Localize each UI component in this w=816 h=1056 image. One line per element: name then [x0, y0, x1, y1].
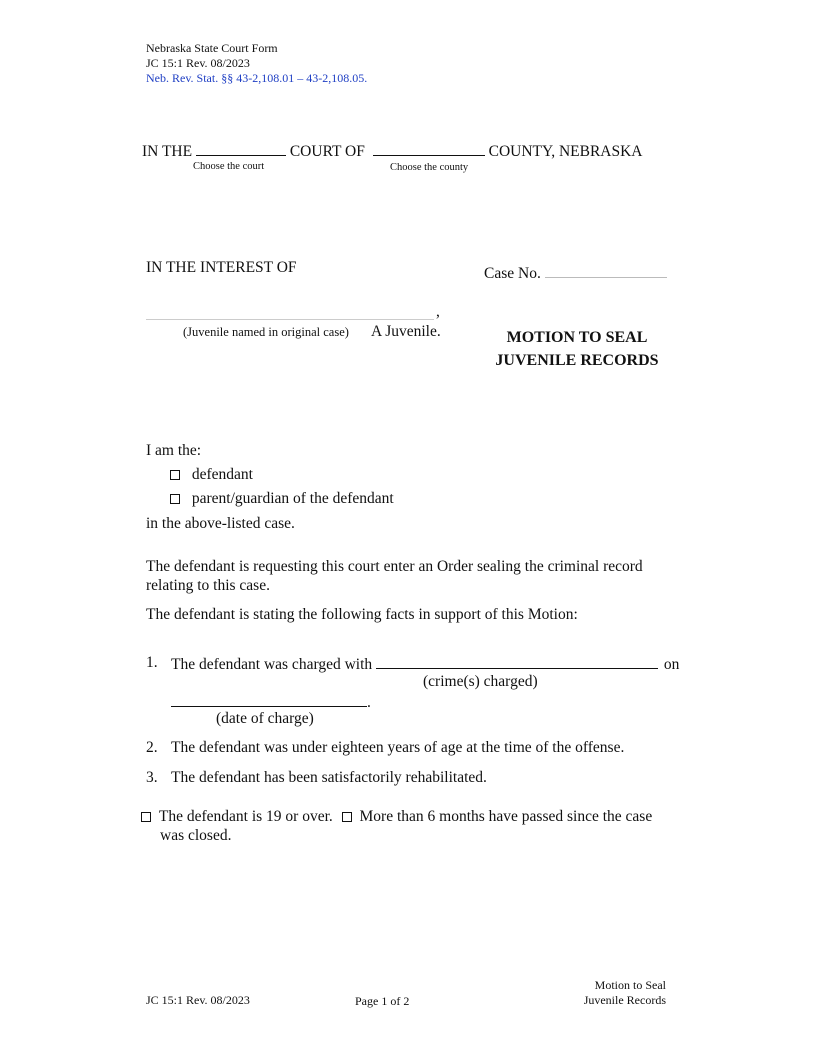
- statute-link[interactable]: Neb. Rev. Stat. §§ 43-2,108.01 – 43-2,108.05.: [146, 71, 368, 85]
- item-2-number: 2.: [146, 739, 158, 756]
- option-parent-guardian[interactable]: [170, 490, 394, 508]
- item-1-text: The defendant was charged with: [171, 656, 373, 673]
- defendant-checkbox[interactable]: [170, 470, 180, 480]
- item-1-number: 1.: [146, 654, 158, 671]
- item-1: [171, 654, 679, 674]
- crime-hint: (crime(s) charged): [423, 673, 538, 690]
- footer-title-line-1: Motion to Seal: [594, 978, 666, 992]
- above-case-text: in the above-listed case.: [146, 515, 295, 532]
- over-19-checkbox[interactable]: [141, 812, 151, 822]
- juvenile-name-field[interactable]: [146, 319, 434, 320]
- six-months-label-cont: was closed.: [160, 827, 232, 844]
- form-revision: JC 15:1 Rev. 08/2023: [146, 56, 250, 70]
- item-2-text: The defendant was under eighteen years of age at the time of the offense.: [171, 739, 625, 756]
- crime-charged-field[interactable]: [376, 654, 658, 669]
- case-number: [484, 263, 667, 283]
- court-hint: Choose the court: [193, 161, 265, 172]
- county-name-field[interactable]: [373, 141, 485, 156]
- option-defendant[interactable]: [170, 466, 253, 484]
- item-1-on: on: [663, 656, 680, 673]
- footer-form-id: JC 15:1 Rev. 08/2023: [146, 993, 250, 1007]
- six-months-label: More than 6 months have passed since the case: [359, 808, 653, 825]
- request-paragraph: The defendant is requesting this court enter an Order sealing the criminal record relating to this case.: [146, 558, 643, 594]
- i-am-label: I am the:: [146, 442, 202, 459]
- parent-guardian-label: parent/guardian of the defendant: [191, 490, 394, 507]
- item-3-text: The defendant has been satisfactorily rehabilitated.: [171, 769, 487, 786]
- date-of-charge: [171, 692, 371, 712]
- form-source: Nebraska State Court Form: [146, 41, 278, 55]
- case-no-label: Case No.: [484, 265, 541, 282]
- a-juvenile-label: A Juvenile.: [371, 323, 441, 340]
- item-3-number: 3.: [146, 769, 158, 786]
- court-name-field[interactable]: [196, 141, 286, 156]
- footer-title-line-2: Juvenile Records: [583, 993, 666, 1007]
- title-line-1: MOTION TO SEAL: [506, 329, 648, 346]
- title-line-2: JUVENILE RECORDS: [495, 352, 659, 369]
- footer-title: [560, 978, 666, 1008]
- interest-of-label: IN THE INTEREST OF: [146, 259, 297, 276]
- juvenile-hint: (Juvenile named in original case): [183, 325, 349, 339]
- court-of-label: COURT OF: [289, 143, 365, 160]
- parent-guardian-checkbox[interactable]: [170, 494, 180, 504]
- over-19-label: The defendant is 19 or over.: [158, 808, 333, 825]
- footer-page-number: Page 1 of 2: [355, 994, 410, 1008]
- date-of-charge-field[interactable]: [171, 692, 367, 707]
- juvenile-comma: ,: [436, 303, 440, 320]
- case-number-field[interactable]: [545, 263, 667, 278]
- facts-intro: The defendant is stating the following facts in support of this Motion:: [146, 606, 578, 623]
- document-title: [467, 326, 687, 372]
- six-months-checkbox[interactable]: [342, 812, 352, 822]
- in-the-label: IN THE: [142, 143, 193, 160]
- court-caption: [142, 141, 642, 161]
- county-nebraska-label: COUNTY, NEBRASKA: [488, 143, 643, 160]
- defendant-label: defendant: [191, 466, 253, 483]
- county-hint: Choose the county: [390, 162, 469, 173]
- date-period: .: [367, 694, 371, 711]
- eligibility-line: [141, 808, 652, 826]
- date-hint: (date of charge): [216, 710, 314, 727]
